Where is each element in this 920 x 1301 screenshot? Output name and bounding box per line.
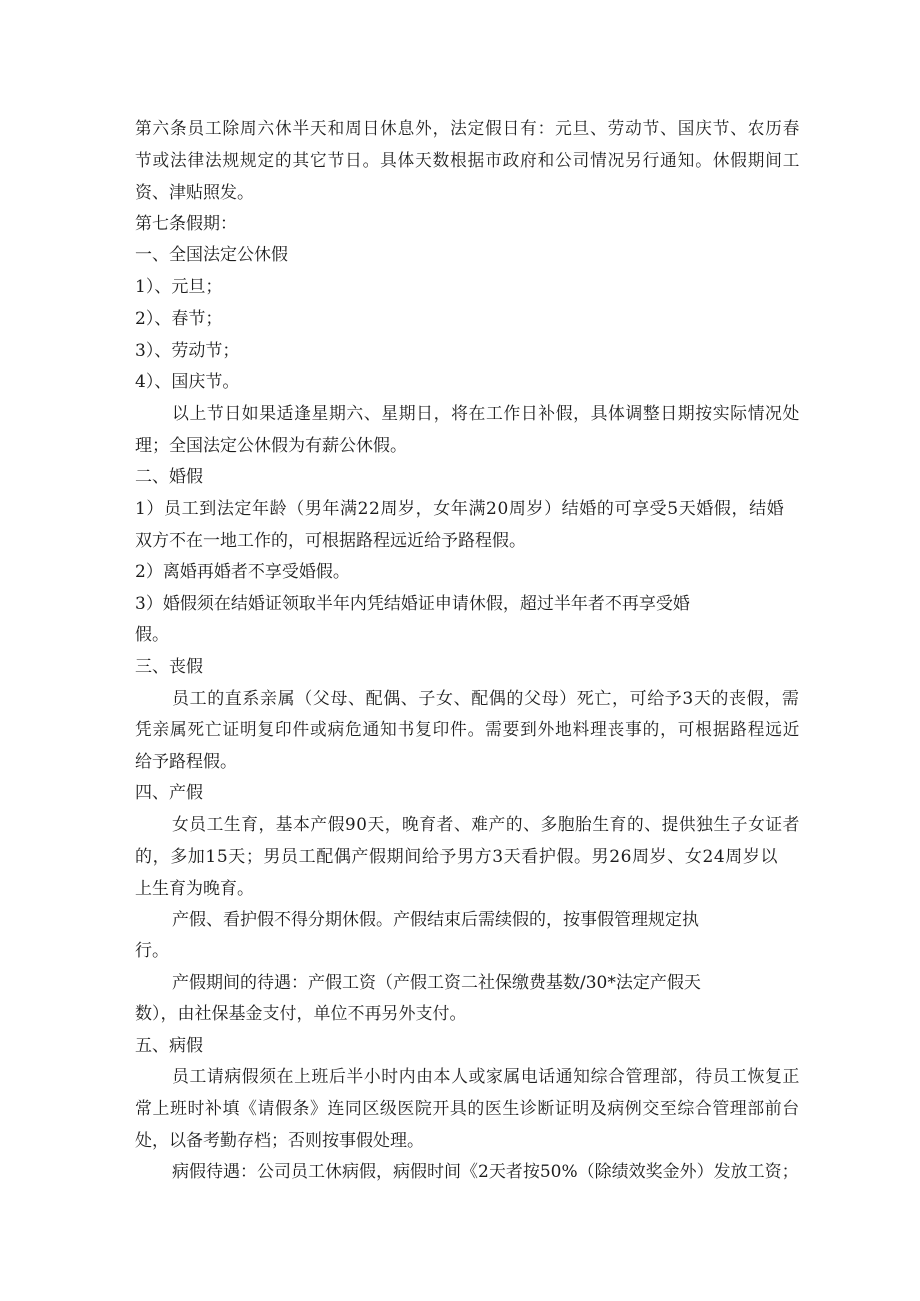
maternity-pay-line-1: 产假期间的待遇：产假工资（产假工资二社保缴费基数/30*法定产假天	[172, 973, 701, 993]
maternity-line-1: 女员工生育，基本产假90天，晚育者、难产的、多胞胎生育的、提供独生子女证者	[172, 815, 800, 835]
maternity-line-2: 的，多加15天；男员工配偶产假期间给予男方3天看护假。男26周岁、女24周岁以	[135, 847, 779, 867]
section-1-title: 一、全国法定公休假	[135, 245, 288, 265]
article-6-line-1: 第六条员工除周六休半天和周日休息外，法定假日有：元旦、劳动节、国庆节、农历春	[135, 119, 801, 139]
marriage-rule-3-line-1: 3）婚假须在结婚证领取半年内凭结婚证申请休假，超过半年者不再享受婚	[135, 594, 690, 614]
marriage-rule-3-line-2: 假。	[135, 625, 169, 645]
sick-leave-line-2: 常上班时补填《请假条》连同区级医院开具的医生诊断证明及病例交至综合管理部前台	[135, 1099, 800, 1119]
bereavement-line-1: 员工的直系亲属（父母、配偶、子女、配偶的父母）死亡，可给予3天的丧假，需	[172, 689, 800, 709]
section-1-item: 4）、国庆节。	[135, 372, 240, 392]
maternity-pay-line-2: 数），由社保基金支付，单位不再另外支付。	[135, 1004, 467, 1024]
section-1-note-line-2: 理；全国法定公休假为有薪公休假。	[135, 436, 407, 456]
article-7-title: 第七条假期：	[135, 214, 237, 234]
marriage-rule-1-line-2: 双方不在一地工作的，可根据路程远近给予路程假。	[135, 531, 526, 551]
sick-leave-line-1: 员工请病假须在上班后半小时内由本人或家属电话通知综合管理部，待员工恢复正	[172, 1067, 800, 1087]
marriage-rule-2: 2）离婚再婚者不享受婚假。	[135, 562, 350, 582]
section-1-note-line-1: 以上节日如果适逢星期六、星期日，将在工作日补假，具体调整日期按实际情况处	[172, 404, 800, 424]
section-4-title: 四、产假	[135, 783, 203, 803]
section-5-title: 五、病假	[135, 1036, 203, 1056]
maternity-split-line-1: 产假、看护假不得分期休假。产假结束后需续假的，按事假管理规定执	[172, 910, 699, 930]
bereavement-line-2: 凭亲属死亡证明复印件或病危通知书复印件。需要到外地料理丧事的，可根据路程远近	[135, 720, 801, 740]
section-3-title: 三、丧假	[135, 657, 203, 677]
marriage-rule-1-line-1: 1）员工到法定年龄（男年满22周岁，女年满20周岁）结婚的可享受5天婚假，结婚	[135, 499, 785, 519]
section-1-item: 2）、春节；	[135, 309, 223, 329]
bereavement-line-3: 给予路程假。	[135, 752, 237, 772]
sick-leave-pay: 病假待遇：公司员工休病假，病假时间《2天者按50%（除绩效奖金外）发放工资；	[172, 1162, 799, 1182]
section-2-title: 二、婚假	[135, 467, 203, 487]
sick-leave-line-3: 处，以备考勤存档；否则按事假处理。	[135, 1131, 424, 1151]
section-1-item: 1）、元旦；	[135, 277, 223, 297]
maternity-split-line-2: 行。	[135, 941, 169, 961]
section-1-item: 3）、劳动节；	[135, 341, 240, 361]
article-6-line-3: 资、津贴照发。	[135, 183, 254, 203]
article-6-line-2: 节或法律法规规定的其它节日。具体天数根据市政府和公司情况另行通知。休假期间工	[135, 151, 801, 171]
maternity-line-3: 上生育为晚育。	[135, 879, 254, 899]
